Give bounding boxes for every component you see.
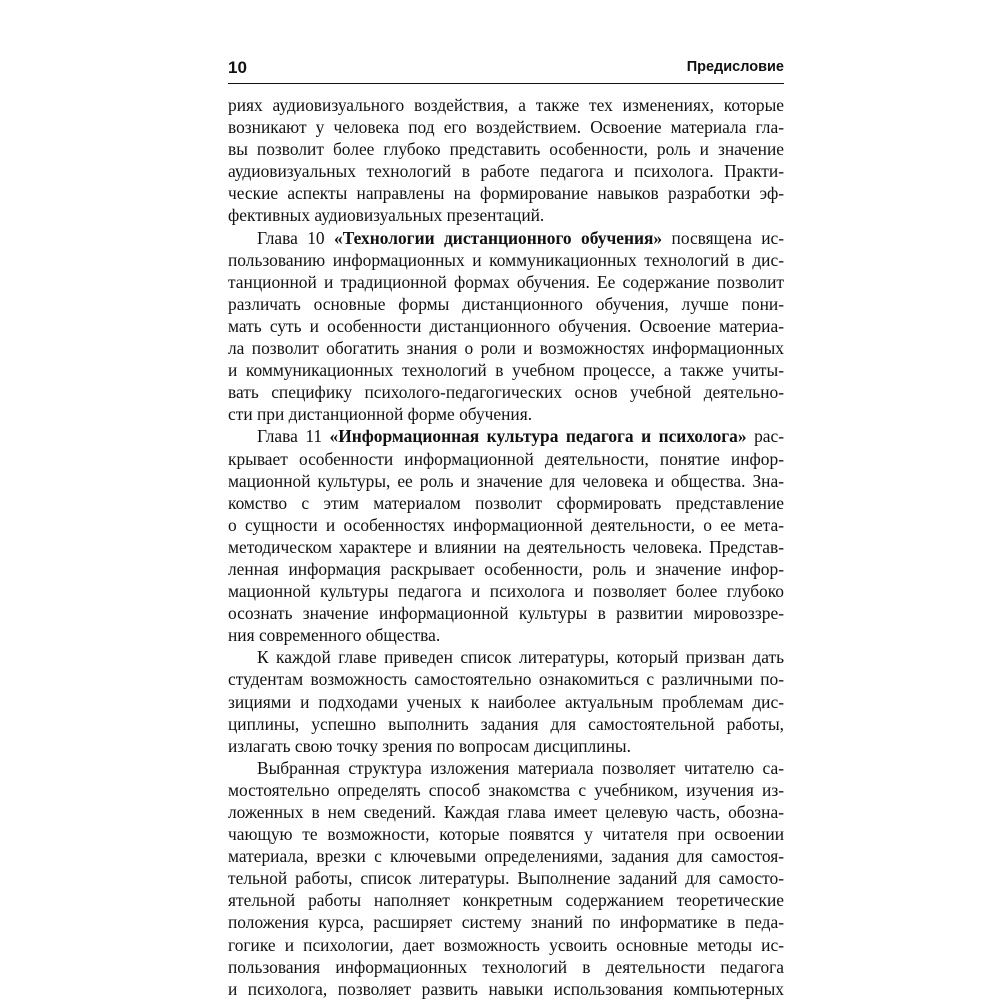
chapter-10-title: «Технологии дистанционного обучения» bbox=[334, 227, 663, 248]
chapter-11-lead: Глава 11 bbox=[257, 426, 330, 447]
text-line: комство с этим материалом позволит сформировать представление bbox=[228, 492, 784, 513]
text-line: циплины, успешно выполнить задания для самостоятельной работы, bbox=[228, 713, 784, 734]
text-line: ческие аспекты направлены на формирование навыков разработки эф- bbox=[228, 183, 784, 204]
text-line bbox=[228, 227, 784, 249]
text-fragment: посвящена ис- bbox=[671, 227, 785, 248]
text-line: мационной культуры, ее роль и значение для человека и общества. Зна- bbox=[228, 470, 784, 491]
text-line: различать основные формы дистанционного обучения, лучше пони- bbox=[228, 293, 784, 314]
text-line: ла позволит обогатить знания о роли и возможностях информационных bbox=[228, 338, 784, 359]
text-line: о сущности и особенностях информационной деятельности, о ее мета- bbox=[228, 514, 784, 535]
chapter-10-lead: Глава 10 bbox=[257, 227, 335, 248]
section-title: Предисловие bbox=[686, 59, 784, 75]
text-line: тельной работы, список литературы. Выполнение заданий для самосто- bbox=[228, 868, 784, 889]
text-line: возникают у человека под его воздействием. Освоение материала гла- bbox=[228, 117, 784, 138]
text-line: и психолога, позволяет развить навыки использования компьютерных bbox=[228, 978, 784, 999]
text-line: осознать значение информационной культуры в развитии мировоззре- bbox=[228, 603, 784, 624]
page-number: 10 bbox=[228, 58, 247, 77]
text-line: чающую те возможности, которые появятся у читателя при освоении bbox=[228, 824, 784, 845]
text-line: сти при дистанционной форме обучения. bbox=[228, 404, 533, 425]
text-line: зициями и подходами ученых к наиболее актуальным проблемам дис- bbox=[228, 691, 784, 712]
text-line: и коммуникационных технологий в учебном процессе, а также учиты- bbox=[228, 360, 784, 381]
text-line: пользования информационных технологий в деятельности педагога bbox=[228, 956, 784, 977]
text-line: К каждой главе приведен список литературы, который призван дать bbox=[257, 647, 784, 668]
text-line: ложенных в нем сведений. Каждая глава имеет целевую часть, обозна- bbox=[228, 802, 784, 822]
text-line: излагать свою точку зрения по вопросам дисциплины. bbox=[228, 735, 631, 756]
text-line: мостоятельно определять способ знакомства с учебником, изучения из- bbox=[228, 779, 784, 800]
body-text bbox=[228, 94, 784, 1000]
running-head bbox=[228, 58, 784, 82]
text-line: вы позволит более глубоко представить особенности, роль и значение bbox=[228, 139, 784, 160]
header-rule bbox=[228, 83, 784, 84]
text-line: мать суть и особенности дистанционного обучения. Освоение материа- bbox=[228, 315, 784, 336]
text-line: положения курса, расширяет систему знаний по информатике в педа- bbox=[228, 912, 784, 933]
text-line bbox=[228, 425, 784, 447]
text-line: студентам возможность самостоятельно ознакомиться с различными по- bbox=[228, 669, 784, 690]
text-line: Выбранная структура изложения материала позволяет читателю са- bbox=[257, 757, 784, 778]
text-line: фективных аудиовизуальных презентаций. bbox=[228, 205, 545, 226]
text-line: ленная информация раскрывает особенности, роль и значение инфор- bbox=[228, 558, 784, 579]
text-line: ятельной работы наполняет конкретным содержанием теоретические bbox=[228, 890, 784, 911]
text-line: танционной и традиционной формах обучения. Ее содержание позволит bbox=[228, 271, 784, 292]
text-line: вать специфику психолого-педагогических основ учебной деятельно- bbox=[228, 382, 784, 403]
text-line: пользованию информационных и коммуникационных технологий в дис- bbox=[228, 249, 784, 270]
text-line: материала, врезки с ключевыми определениями, задания для самостоя- bbox=[228, 846, 784, 867]
text-fragment: рас- bbox=[754, 426, 784, 447]
text-line: ния современного общества. bbox=[228, 625, 441, 646]
text-line: методическом характере и влиянии на деятельность человека. Представ- bbox=[228, 536, 784, 557]
text-line: гогике и психологии, дает возможность усвоить основные методы ис- bbox=[228, 934, 784, 955]
text-line: риях аудиовизуального воздействия, а также тех изменениях, которые bbox=[228, 95, 784, 115]
chapter-11-title: «Информационная культура педагога и психолога» bbox=[329, 426, 747, 447]
text-line: аудиовизуальных технологий в работе педагога и психолога. Практи- bbox=[228, 161, 784, 182]
text-line: мационной культуры педагога и психолога и позволяет более глубоко bbox=[228, 581, 784, 602]
text-line: крывает особенности информационной деятельности, понятие инфор- bbox=[228, 448, 784, 469]
